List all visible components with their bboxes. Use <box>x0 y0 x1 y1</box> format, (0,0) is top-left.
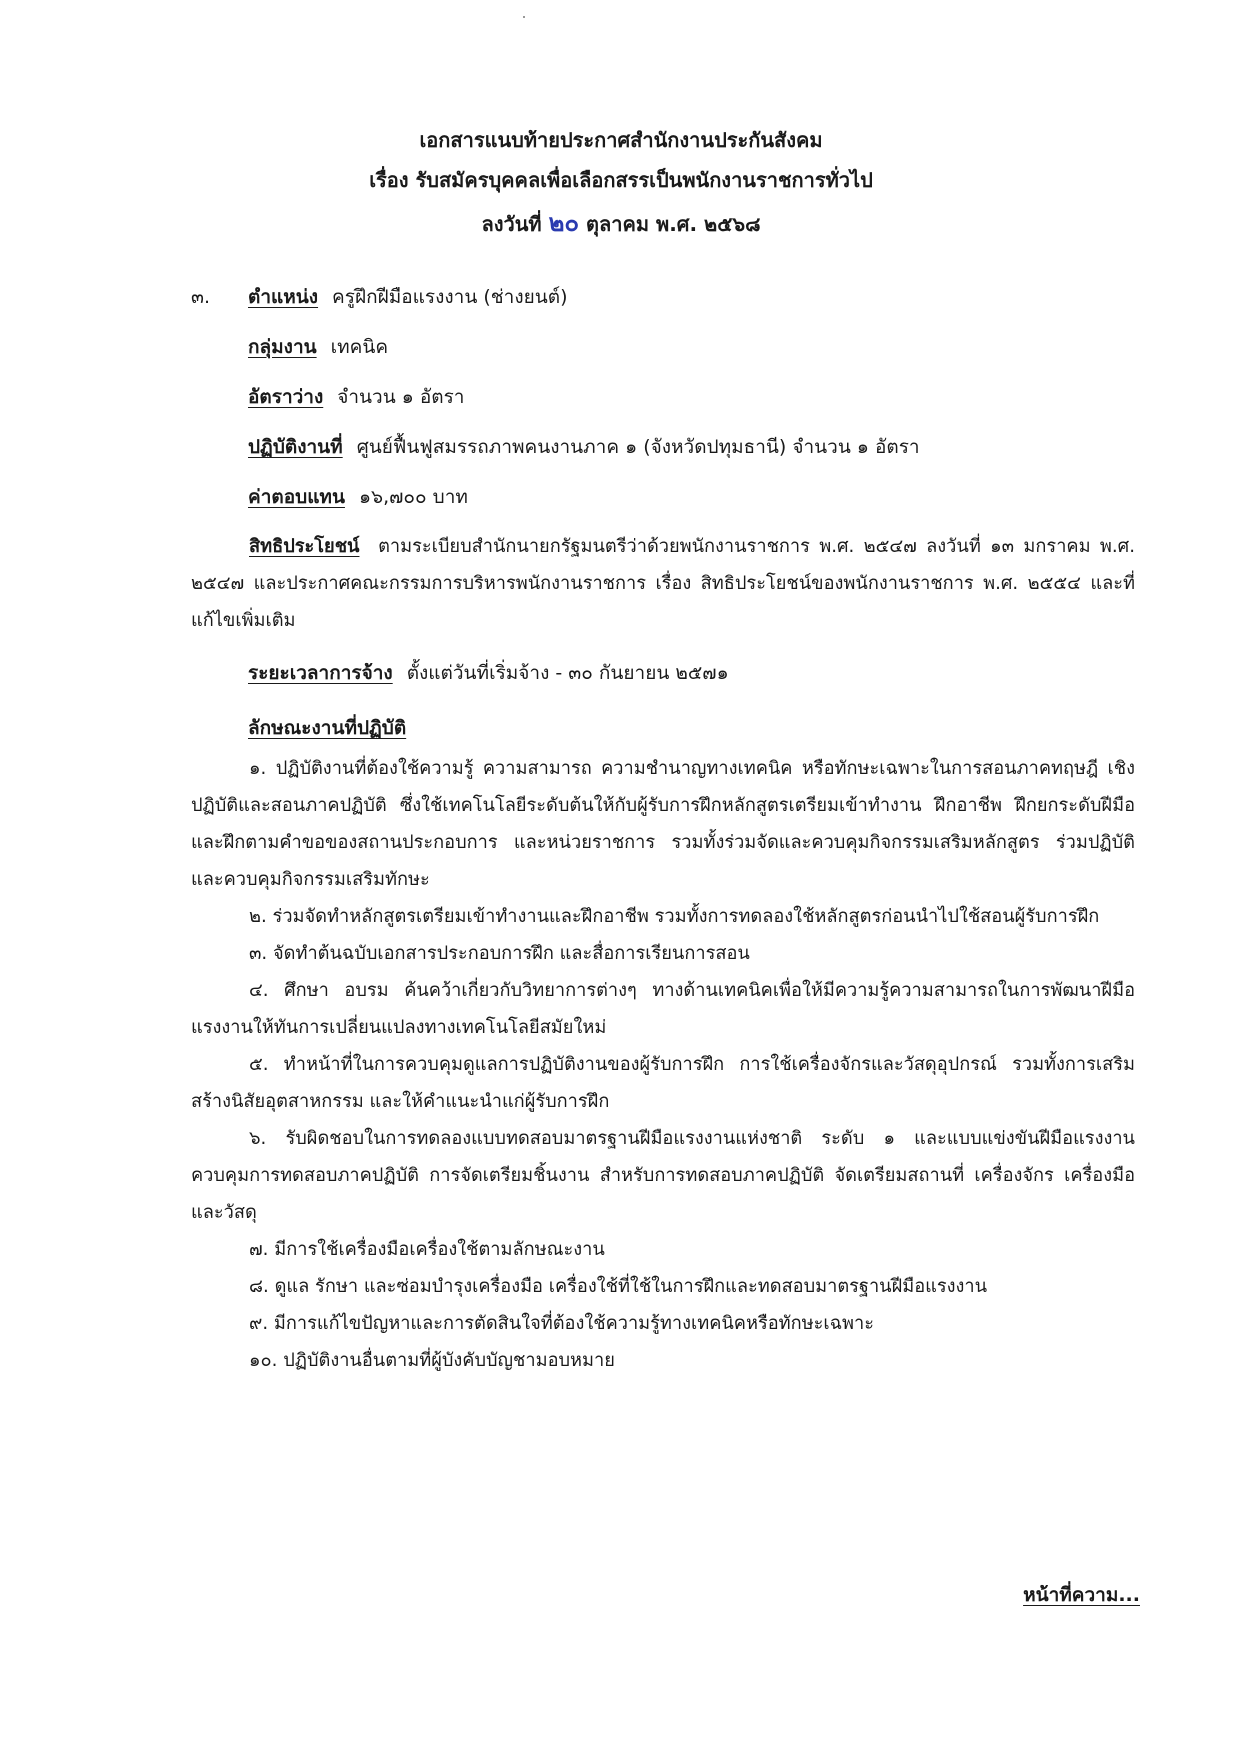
item-number: ๓. <box>191 286 211 308</box>
period-row <box>248 658 729 688</box>
benefits-paragraph <box>191 528 1135 639</box>
salary-row <box>248 482 468 512</box>
group-row <box>248 332 388 362</box>
duty-item: ๔. ศึกษา อบรม ค้นคว้าเกี่ยวกับวิทยาการต่างๆ ทางด้านเทคนิคเพื่อให้มีความรู้ความสามารถในการพัฒนาฝีมือแรงงานให้ทันการเปลี่ยนแปลงทางเทคโนโลยีสมัยใหม่ <box>191 980 1135 1038</box>
benefits-text: ตามระเบียบสำนักนายกรัฐมนตรีว่าด้วยพนักงานราชการ พ.ศ. ๒๕๔๗ ลงวันที่ ๑๓ มกราคม พ.ศ. ๒๕๔๗ และประกาศคณะกรรมการบริหารพนักงานราชการ เรื่อง สิทธิประโยชน์ของพนักงานราชการ พ.ศ. ๒๕๕๔ และที่แก้ไขเพิ่มเติม <box>191 536 1135 631</box>
duty-item: ๑๐. ปฏิบัติงานอื่นตามที่ผู้บังคับบัญชามอบหมาย <box>249 1350 615 1371</box>
group-label: กลุ่มงาน <box>248 336 317 358</box>
vacancy-label: อัตราว่าง <box>248 386 324 408</box>
position-value: ครูฝึกฝีมือแรงงาน (ช่างยนต์) <box>332 286 568 308</box>
workplace-label: ปฏิบัติงานที่ <box>248 436 343 458</box>
workplace-value: ศูนย์ฟื้นฟูสมรรถภาพคนงานภาค ๑ (จังหวัดปทุมธานี) จำนวน ๑ อัตรา <box>356 436 920 458</box>
duty-item: ๑. ปฏิบัติงานที่ต้องใช้ความรู้ ความสามารถ ความชำนาญทางเทคนิค หรือทักษะเฉพาะในการสอนภาคทฤษฎี เชิงปฏิบัติและสอนภาคปฏิบัติ ซึ่งใช้เทคโนโลยีระดับต้นให้กับผู้รับการฝึกหลักสูตรเตรียมเข้าทำงาน ฝึกอาชีพ ฝึกยกระดับฝีมือ และฝึกตามคำขอของสถานประกอบการ และหน่วยราชการ รวมทั้งร่วมจัดและควบคุมกิจกรรมเสริมหลักสูตร ร่วมปฏิบัติและควบคุมกิจกรรมเสริมทักษะ <box>191 758 1135 890</box>
doc-date-line <box>0 203 1242 242</box>
workplace-row <box>248 432 920 462</box>
benefits-label: สิทธิประโยชน์ <box>249 536 360 557</box>
duty-item: ๗. มีการใช้เครื่องมือเครื่องใช้ตามลักษณะงาน <box>249 1239 605 1260</box>
group-value: เทคนิค <box>330 336 389 358</box>
salary-value: ๑๖,๗๐๐ บาท <box>358 486 468 508</box>
duty-item: ๙. มีการแก้ไขปัญหาและการตัดสินใจที่ต้องใช้ความรู้ทางเทคนิคหรือทักษะเฉพาะ <box>249 1313 874 1334</box>
position-row <box>248 282 568 312</box>
date-suffix: ตุลาคม พ.ศ. ๒๕๖๘ <box>586 212 761 236</box>
period-value: ตั้งแต่วันที่เริ่มจ้าง - ๓๐ กันยายน ๒๕๗๑ <box>406 662 729 684</box>
doc-title-line1: เอกสารแนบท้ายประกาศสำนักงานประกันสังคม <box>419 128 823 152</box>
continued-marker: หน้าที่ความ... <box>1023 1584 1140 1606</box>
position-label: ตำแหน่ง <box>248 286 319 308</box>
date-prefix: ลงวันที่ <box>481 212 542 236</box>
duties-list <box>191 750 1135 1379</box>
date-day-handwritten: ๒๐ <box>548 209 580 237</box>
salary-label: ค่าตอบแทน <box>248 486 345 508</box>
duty-item: ๒. ร่วมจัดทำหลักสูตรเตรียมเข้าทำงานและฝึกอาชีพ รวมทั้งการทดลองใช้หลักสูตรก่อนนำไปใช้สอนผู้รับการฝึก <box>249 906 1100 927</box>
duties-heading-text: ลักษณะงานที่ปฏิบัติ <box>248 717 407 739</box>
duty-item: ๖. รับผิดชอบในการทดลองแบบทดสอบมาตรฐานฝีมือแรงงานแห่งชาติ ระดับ ๑ และแบบแข่งขันฝีมือแรงงาน ควบคุมการทดสอบภาคปฏิบัติ การจัดเตรียมชิ้นงาน สำหรับการทดสอบภาคปฏิบัติ จัดเตรียมสถานที่ เครื่องจักร เครื่องมือและวัสดุ <box>191 1128 1135 1223</box>
duty-item: ๓. จัดทำต้นฉบับเอกสารประกอบการฝึก และสื่อการเรียนการสอน <box>249 943 750 964</box>
vacancy-row <box>248 382 464 412</box>
scan-speck <box>523 16 525 18</box>
duty-item: ๕. ทำหน้าที่ในการควบคุมดูแลการปฏิบัติงานของผู้รับการฝึก การใช้เครื่องจักรและวัสดุอุปกรณ์ รวมทั้งการเสริมสร้างนิสัยอุตสาหกรรม และให้คำแนะนำแก่ผู้รับการฝึก <box>191 1054 1135 1112</box>
vacancy-value: จำนวน ๑ อัตรา <box>337 386 465 408</box>
doc-title-line2: เรื่อง รับสมัครบุคคลเพื่อเลือกสรรเป็นพนักงานราชการทั่วไป <box>369 168 873 192</box>
period-label: ระยะเวลาการจ้าง <box>248 662 393 684</box>
duties-heading <box>248 713 406 743</box>
duty-item: ๘. ดูแล รักษา และซ่อมบำรุงเครื่องมือ เครื่องใช้ที่ใช้ในการฝึกและทดสอบมาตรฐานฝีมือแรงงาน <box>249 1276 988 1297</box>
